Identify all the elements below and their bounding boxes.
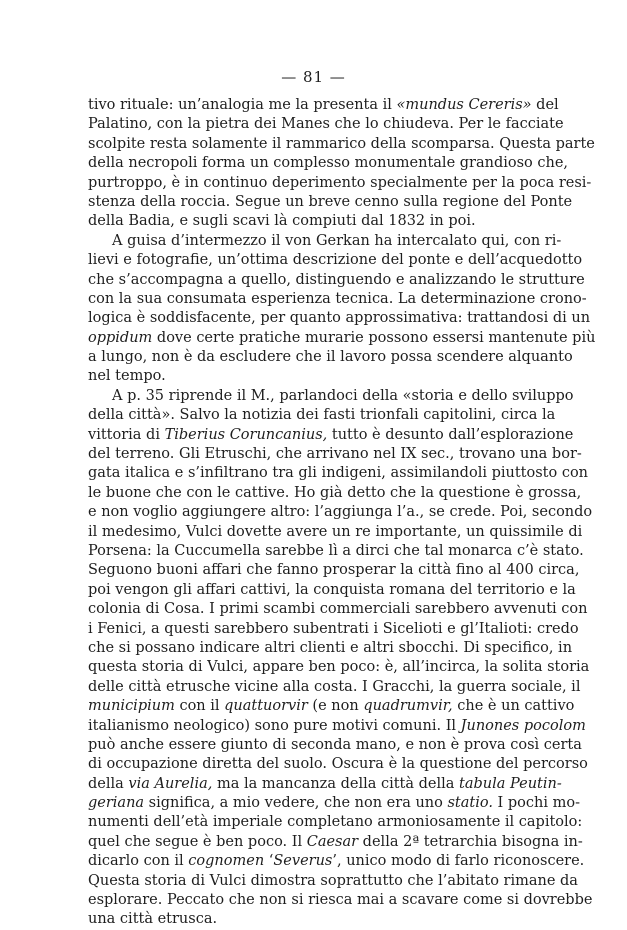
- italic-text: cognomen: [188, 853, 265, 870]
- text-segment: significa, a mio vedere, che non era uno: [144, 795, 448, 812]
- text-segment: di occupazione diretta del suolo. Oscura è la questione del percorso: [88, 756, 588, 773]
- text-segment: ’, unico modo di farlo riconoscere.: [332, 853, 585, 870]
- italic-text: Severus: [273, 853, 333, 870]
- text-line: [88, 484, 582, 503]
- text-segment: Palatino, con la pietra dei Manes che lo chiudeva. Per le facciate: [88, 116, 564, 133]
- text-segment: con la sua consumata esperienza tecnica. La determinazione crono-: [88, 290, 587, 307]
- text-segment: stenza della roccia. Segue un breve cenno sulla regione del Ponte: [88, 193, 573, 210]
- italic-text: geriana: [88, 795, 145, 812]
- text-segment: del: [531, 97, 559, 113]
- italic-text: quattuorvir: [224, 698, 308, 715]
- text-line: [88, 232, 562, 251]
- text-segment: numenti dell’età imperiale completano armoniosamente il capitolo:: [88, 814, 583, 831]
- italic-text: oppidum: [88, 329, 153, 346]
- italic-text: tabula Peutin-: [459, 775, 562, 792]
- text-segment: nel tempo.: [88, 368, 166, 385]
- text-line: [88, 348, 573, 367]
- text-segment: A guisa d’intermezzo il von Gerkan ha intercalato qui, con ri-: [112, 232, 562, 249]
- text-line: [88, 581, 576, 600]
- text-segment: può anche essere giunto di seconda mano, e non è prova così certa: [88, 736, 582, 753]
- text-line: [88, 387, 574, 406]
- text-line: [88, 600, 588, 619]
- text-line: [88, 464, 589, 483]
- text-line: [88, 329, 596, 348]
- text-segment: scolpite resta solamente il rammarico della scomparsa. Questa parte: [88, 135, 595, 152]
- text-line: [88, 775, 562, 794]
- text-line: [88, 561, 580, 580]
- text-line: [88, 697, 575, 716]
- italic-text: municipium: [88, 698, 175, 715]
- text-segment: gata italica e s’infiltrano tra gli indigeni, assimilandoli piuttosto con: [88, 465, 589, 482]
- text-segment: I pochi mo-: [492, 795, 580, 812]
- text-line: [88, 813, 583, 832]
- text-line: [88, 794, 580, 813]
- text-line: [88, 154, 569, 173]
- text-line: [88, 406, 556, 425]
- italic-text: statio.: [447, 795, 493, 812]
- text-segment: dove certe pratiche murarie possono essersi mantenute più: [152, 329, 596, 346]
- italic-text: quadrumvir,: [363, 698, 453, 715]
- text-line: [88, 193, 573, 212]
- text-segment: a lungo, non è da escludere che il lavoro possa scendere alquanto: [88, 349, 573, 366]
- text-segment: Questa storia di Vulci dimostra soprattutto che l’abitato rimane da: [88, 872, 578, 889]
- text-segment: ‘: [264, 853, 274, 870]
- text-segment: logica è soddisfacente, per quanto approssimativa: trattandosi di un: [88, 310, 591, 327]
- text-line: [88, 135, 595, 154]
- text-line: [88, 620, 579, 639]
- text-line: [88, 872, 578, 891]
- text-line: [88, 426, 574, 445]
- text-line: [88, 445, 582, 464]
- text-segment: (e non: [307, 698, 364, 715]
- text-segment: della necropoli forma un complesso monumentale grandioso che,: [88, 155, 569, 172]
- body-text: [88, 96, 596, 930]
- text-line: [88, 251, 583, 270]
- italic-text: Junones pocolom: [460, 717, 586, 734]
- text-segment: purtroppo, è in continuo deperimento specialmente per la poca resi-: [88, 174, 592, 191]
- text-segment: che si possano indicare altri clienti e altri sbocchi. Di specifico, in: [88, 639, 573, 656]
- text-segment: colonia di Cosa. I primi scambi commerciali sarebbero avvenuti con: [88, 601, 588, 618]
- italic-text: Caesar: [306, 833, 359, 850]
- text-line: [88, 503, 593, 522]
- text-segment: A p. 35 riprende il M., parlandoci della «storia e dello sviluppo: [112, 387, 574, 404]
- text-segment: i Fenici, a questi sarebbero subentrati i Sicelioti e gl’Italioti: credo: [88, 620, 579, 637]
- text-segment: con il: [174, 698, 225, 715]
- text-segment: poi vengon gli affari cattivi, la conquista romana del territorio e la: [88, 581, 576, 598]
- text-segment: della: [88, 775, 129, 792]
- text-segment: dicarlo con il: [88, 853, 189, 870]
- italic-text: «mundus Cereris»: [396, 97, 532, 113]
- text-line: [88, 290, 587, 309]
- text-segment: della città». Salvo la notizia dei fasti trionfali capitolini, circa la: [88, 407, 556, 424]
- text-segment: una città etrusca.: [88, 911, 218, 928]
- text-line: [88, 212, 516, 231]
- text-segment: Porsena: la Cuccumella sarebbe lì a dirci che tal monarca c’è stato.: [88, 542, 584, 559]
- text-line: [88, 309, 591, 328]
- text-line: [88, 678, 581, 697]
- text-segment: della 2ª tetrarchia bisogna in-: [358, 833, 583, 850]
- text-line: [88, 96, 559, 115]
- text-segment: questa storia di Vulci, appare ben poco: è, all’incirca, la solita storia: [88, 659, 590, 676]
- text-segment: e non voglio aggiungere altro: l’aggiunga l’a., se crede. Poi, secondo: [88, 504, 593, 521]
- text-segment: del terreno. Gli Etruschi, che arrivano nel IX sec., trovano una bor-: [88, 446, 582, 463]
- text-segment: tivo rituale: un’analogia me la presenta il: [88, 97, 397, 113]
- text-line: [88, 891, 593, 910]
- italic-text: via Aurelia,: [128, 775, 213, 792]
- text-line: [88, 717, 586, 736]
- text-segment: lievi e fotografie, un’ottima descrizione del ponte e dell’acquedotto: [88, 252, 583, 269]
- text-line: [88, 736, 582, 755]
- text-line: [88, 115, 564, 134]
- text-segment: le buone che con le cattive. Ho già detto che la questione è grossa,: [88, 484, 582, 501]
- text-segment: che è un cattivo: [452, 698, 575, 715]
- italic-text: Tiberius Coruncanius,: [164, 426, 328, 443]
- text-segment: il medesimo, Vulci dovette avere un re importante, un quissimile di: [88, 523, 583, 540]
- text-segment: della Badia, e sugli scavi là compiuti dal 1832 in poi.: [88, 213, 476, 230]
- text-line: [88, 833, 583, 852]
- text-line: [88, 271, 585, 290]
- text-line: [88, 639, 573, 658]
- text-line: [88, 910, 516, 929]
- text-segment: delle città etrusche vicine alla costa. I Gracchi, la guerra sociale, il: [88, 678, 581, 695]
- text-line: [88, 367, 516, 386]
- text-line: [88, 755, 588, 774]
- text-segment: italianismo neologico) sono pure motivi comuni. Il: [88, 717, 461, 734]
- text-segment: che s’accompagna a quello, distinguendo e analizzando le strutture: [88, 271, 585, 288]
- text-line: [88, 542, 584, 561]
- text-segment: Seguono buoni affari che fanno prosperar la città fino al 400 circa,: [88, 562, 580, 579]
- page-number: — 81 —: [281, 68, 346, 86]
- text-segment: esplorare. Peccato che non si riesca mai a scavare come si dovrebbe: [88, 892, 593, 909]
- text-segment: tutto è desunto dall’esplorazione: [327, 426, 574, 443]
- text-segment: quel che segue è ben poco. Il: [88, 833, 307, 850]
- text-line: [88, 658, 590, 677]
- text-segment: ma la mancanza della città della: [212, 775, 460, 792]
- text-segment: vittoria di: [88, 426, 165, 443]
- text-line: [88, 852, 585, 871]
- text-line: [88, 174, 592, 193]
- text-line: [88, 523, 583, 542]
